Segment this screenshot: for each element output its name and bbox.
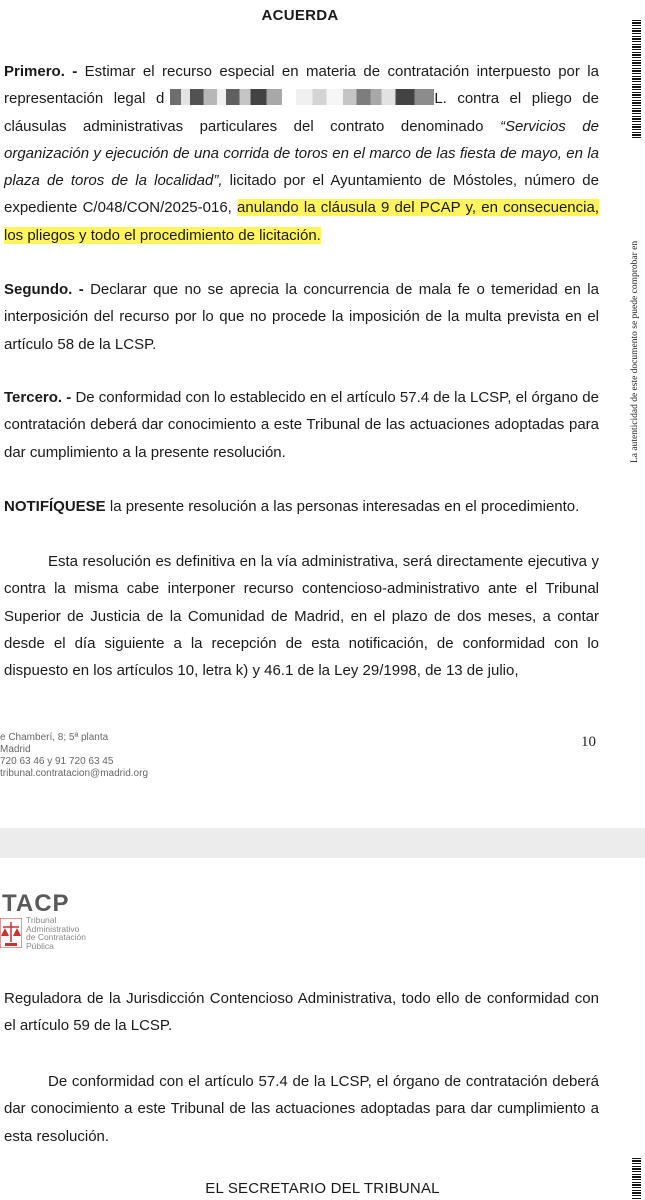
highlighted-text: anulando la cláusula 9 del PCAP y, en consecuencia, los pliegos y todo el procedimiento de licitación.: [4, 199, 599, 244]
document-page-11: [0, 858, 645, 1200]
logo-wordmark: TACP: [2, 890, 70, 917]
primero-text-3: licitado por el Ayuntamiento de Móstoles, número de expediente C/048/CON/2025-016,: [4, 172, 599, 217]
contract-title: “Servicios de organización y ejecución de una corrida de toros en el marco de las fiesta de mayo, en la plaza de toros de la localidad”,: [4, 117, 599, 190]
signature-title: EL SECRETARIO DEL TRIBUNAL: [205, 1180, 440, 1197]
primero-label: Primero. -: [4, 63, 78, 80]
notifiquese-label: NOTIFÍQUESE: [4, 498, 106, 515]
paragraph-comunicacion: [4, 1068, 599, 1150]
footer-line-4: tribunal.contratacion@madrid.org: [0, 768, 149, 779]
paragraph-continued: Reguladora de la Jurisdicción Contencioso Administrativa, todo ello de conformidad con el artículo 59 de la LCSP.: [4, 990, 599, 1035]
segundo-label: Segundo. -: [4, 281, 84, 298]
paragraph-segundo: [4, 276, 599, 358]
redacted-name-block-2: [296, 89, 434, 105]
comunicacion-text: De conformidad con el artículo 57.4 de la LCSP, el órgano de contratación deberá dar conocimiento a este Tribunal de las actuaciones adoptadas para dar cumplimiento a esta resolución.: [4, 1073, 599, 1145]
redacted-name-block: [170, 89, 282, 105]
paragraph-tercero: [4, 384, 599, 466]
section-title: ACUERDA: [261, 7, 339, 24]
page-number: 10: [581, 734, 596, 750]
logo-subtitle: Tribunal Administrativo de Contratación Pública: [26, 915, 87, 951]
tercero-label: Tercero. -: [4, 389, 72, 406]
final-text: Esta resolución es definitiva en la vía administrativa, será directamente ejecutiva y contra la misma cabe interponer recurso contencioso-administrativo ante el Tribunal Superior de Justicia de la Comunidad de Madrid, en el plazo de dos meses, a contar desde el día siguiente a la recepción de esta notificación, de conformidad con lo dispuesto en los artículos 10, letra k) y 46.1 de la Ley 29/1998, de 13 de julio,: [4, 553, 599, 680]
segundo-text: Declarar que no se aprecia la concurrencia de mala fe o temeridad en la interposición del recurso por lo que no procede la imposición de la multa prevista en el artículo 58 de la LCSP.: [4, 281, 599, 353]
barcode-icon-bottom: [632, 1158, 641, 1200]
barcode-icon: [632, 20, 641, 138]
paragraph-primero: [4, 58, 599, 249]
page-footer-address: [0, 732, 148, 780]
paragraph-notifiquese: [4, 493, 599, 520]
authenticity-side-text: La autenticidad de este documento se puede comprobar en: [630, 240, 640, 463]
notifiquese-text: la presente resolución a las personas interesadas en el procedimiento.: [105, 498, 580, 515]
tercero-text: De conformidad con lo establecido en el artículo 57.4 de la LCSP, el órgano de contratación deberá dar conocimiento a este Tribunal de las actuaciones adoptadas para dar cumplimiento a la presente resolución.: [4, 389, 599, 461]
primero-text-1: Estimar el recurso especial en materia de contratación interpuesto por la representación legal d: [4, 63, 599, 108]
scales-icon: [0, 918, 22, 948]
footer-line-1: e Chamberí, 8; 5ª planta: [0, 732, 109, 743]
paragraph-final: [4, 548, 599, 684]
footer-line-2: Madrid: [0, 744, 31, 755]
footer-line-3: 720 63 46 y 91 720 63 45: [0, 756, 114, 767]
primero-text-2: L. contra el pliego de cláusulas administrativas particulares del contrato denominado: [4, 90, 599, 135]
page-separator: [0, 828, 645, 858]
